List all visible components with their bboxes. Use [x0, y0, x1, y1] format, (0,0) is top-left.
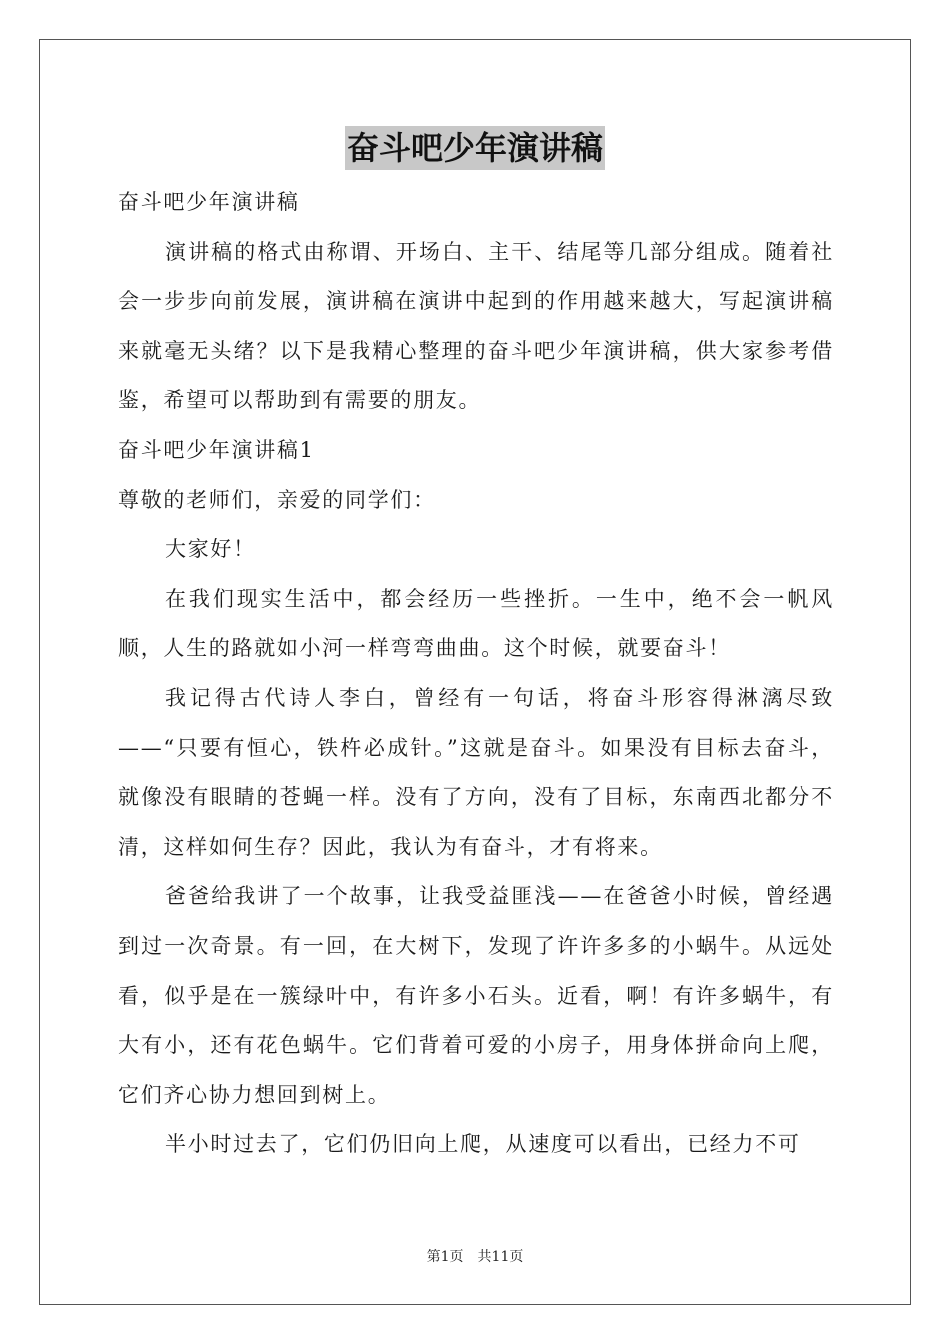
salutation: 尊敬的老师们，亲爱的同学们： — [118, 487, 436, 512]
page-total: 共11页 — [477, 1249, 524, 1265]
page-footer — [0, 1247, 950, 1267]
greeting: 大家好！ — [165, 537, 256, 562]
intro-paragraph: 演讲稿的格式由称谓、开场白、主干、结尾等几部分组成。随着社会一步步向前发展，演讲稿在演讲中起到的作用越来越大，写起演讲稿来就毫无头绪？以下是我精心整理的奋斗吧少年演讲稿，供大家参考借鉴，希望可以帮助到有需要的朋友。 — [118, 239, 834, 413]
body-paragraph: 在我们现实生活中，都会经历一些挫折。一生中，绝不会一帆风顺，人生的路就如小河一样弯弯曲曲。这个时候，就要奋斗！ — [118, 586, 834, 661]
body-paragraph: 我记得古代诗人李白，曾经有一句话，将奋斗形容得淋漓尽致——“只要有恒心，铁杵必成针。”这就是奋斗。如果没有目标去奋斗，就像没有眼睛的苍蝇一样。没有了方向，没有了目标，东南西北都分不清，这样如何生存？因此，我认为有奋斗，才有将来。 — [118, 685, 834, 859]
document-subtitle: 奋斗吧少年演讲稿 — [118, 190, 300, 214]
document-body — [118, 178, 834, 1170]
title-container — [0, 126, 950, 170]
body-paragraph: 爸爸给我讲了一个故事，让我受益匪浅——在爸爸小时候，曾经遇到过一次奇景。有一回，在大树下，发现了许许多多的小蜗牛。从远处看，似乎是在一簇绿叶中，有许多小石头。近看，啊！有许多蜗牛，有大有小，还有花色蜗牛。它们背着可爱的小房子，用身体拼命向上爬，它们齐心协力想回到树上。 — [118, 884, 834, 1107]
document-title: 奋斗吧少年演讲稿 — [345, 126, 605, 170]
page-number: 第1页 — [426, 1249, 464, 1265]
body-paragraph: 半小时过去了，它们仍旧向上爬，从速度可以看出，已经力不可 — [165, 1132, 801, 1157]
section-heading: 奋斗吧少年演讲稿1 — [118, 437, 315, 462]
